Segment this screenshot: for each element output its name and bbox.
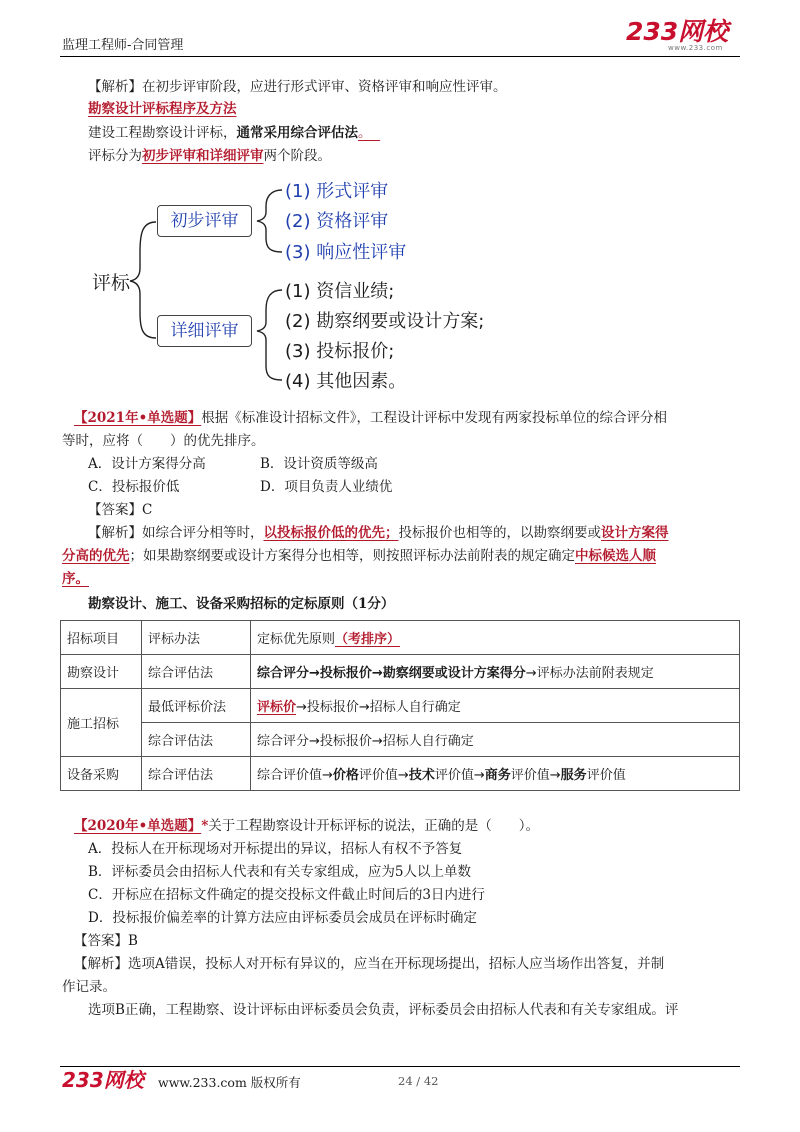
- q2021-option-c: C．投标报价低: [88, 479, 180, 495]
- bracket-lines: [0, 0, 800, 420]
- stages-emphasis: 初步评审和详细评审: [142, 148, 264, 164]
- header-logo-text: 233网校: [626, 17, 729, 46]
- header-principle: 定标优先原则: [257, 632, 336, 647]
- q2020-exp1: 选项A错误，投标人对开标有异议的，应当在开标现场提出，招标人应当场作出答复，并制: [128, 956, 665, 972]
- footer-logo-text: 233网校: [62, 1068, 144, 1092]
- row4-part: 评价值→: [510, 768, 561, 783]
- row4-part: 评价值→: [434, 768, 485, 783]
- row4-part: 商务: [484, 768, 511, 783]
- q2021-answer-label: 【答案】: [88, 502, 142, 518]
- table-cell: 综合评估法: [142, 723, 251, 757]
- rules-title: 勘察设计、施工、设备采购招标的定标原则（1分）: [88, 596, 395, 612]
- branch2-item: (1) 资信业绩;: [285, 281, 395, 302]
- q2020-explanation-line3: 选项B正确，工程勘察、设计评标由评标委员会负责，评标委员会由招标人代表和有关专家组成。评: [88, 1002, 679, 1018]
- branch2-item: (4) 其他因素。: [285, 371, 407, 392]
- q2021-analysis-label: 【解析】: [88, 525, 142, 541]
- branch2-item: (2) 勘察纲要或设计方案;: [285, 311, 485, 332]
- branch1-item: (3) 响应性评审: [285, 242, 407, 263]
- q2021-stem1: 根据《标准设计招标文件》，工程设计评标中发现有两家投标单位的综合评分相: [201, 410, 667, 426]
- table-header-row: [61, 621, 740, 655]
- table-cell: [251, 621, 740, 655]
- table-cell: 评标办法: [142, 621, 251, 655]
- q2020-stem-text: 关于工程勘察设计开标评标的说法，正确的是（ ）。: [208, 818, 540, 834]
- branch1-item: (2) 资格评审: [285, 211, 389, 232]
- branch2-item: (3) 投标报价;: [285, 341, 395, 362]
- row4-part: 价格: [332, 768, 359, 783]
- row4-part: 评价值: [586, 768, 626, 783]
- rules-table: [60, 620, 740, 791]
- q2020-option-b: B．评标委员会由招标人代表和有关专家组成，应为5人以上单数: [88, 864, 472, 880]
- analysis-label: 【解析】: [88, 79, 142, 95]
- q2020-stem: [74, 815, 539, 837]
- q2021-exp-text: 如综合评分相等时，: [142, 525, 264, 541]
- q2020-explanation-line1: [74, 953, 664, 975]
- q2021-answer-value: C: [142, 502, 153, 518]
- analysis-text: 在初步评审阶段，应进行形式评审、资格评审和响应性评审。: [142, 79, 507, 95]
- q2020-explanation-line2: 作记录。: [62, 979, 116, 995]
- row1-principle-rest: →评标办法前附表规定: [525, 666, 654, 681]
- diagram-branch2: [157, 315, 252, 347]
- table-row: [61, 723, 740, 757]
- branch2-label: 详细评审: [170, 321, 239, 341]
- table-cell: 勘察设计: [61, 655, 142, 689]
- q2020-answer-label: 【答案】: [74, 933, 128, 949]
- header-principle-note: （考排序）: [335, 632, 401, 647]
- q2021-exp-text: ；如果勘察纲要或设计方案得分也相等，则按照评标办法前附表的规定确定: [129, 548, 575, 564]
- method-text: 建设工程勘察设计评标，: [88, 125, 237, 141]
- stages-text-c: 两个阶段。: [263, 148, 331, 164]
- table-cell: 施工招标: [61, 689, 142, 757]
- q2021-explanation-line2: [62, 545, 656, 567]
- q2021-tag: 【2021年•单选题】: [74, 410, 202, 426]
- q2020-answer-value: B: [128, 933, 138, 949]
- row2-principle-rest: →投标报价→招标人自行确定: [296, 700, 461, 715]
- q2020-answer: [74, 930, 138, 952]
- q2021-explanation-line3: 序。: [62, 571, 89, 587]
- footer-rule: [60, 1066, 740, 1067]
- diagram-branch1: [157, 205, 252, 237]
- q2020-option-a: A．投标人在开标现场对开标提出的异议，招标人有权不予答复: [88, 841, 463, 857]
- footer-logo: [62, 1068, 144, 1092]
- branch1-label: 初步评审: [170, 211, 239, 231]
- q2021-option-d: D．项目负责人业绩优: [260, 479, 393, 495]
- q2021-exp-emphasis: 分高的优先: [62, 548, 130, 564]
- table-cell: 设备采购: [61, 757, 142, 791]
- table-cell: 综合评分→投标报价→招标人自行确定: [251, 723, 740, 757]
- branch1-item: (1) 形式评审: [285, 181, 389, 202]
- q2021-option-b: B．设计资质等级高: [260, 456, 378, 472]
- table-row: [61, 689, 740, 723]
- q2021-explanation-line1: [88, 522, 669, 544]
- q2021-answer: [88, 499, 152, 521]
- stages-text-a: 评标分为: [88, 148, 142, 164]
- q2021-stem-line1: [74, 407, 667, 429]
- q2021-exp-emphasis: 设计方案得: [601, 525, 669, 541]
- q2021-exp-emphasis: 中标候选人顺: [575, 548, 656, 564]
- q2020-star: *: [201, 818, 209, 834]
- q2021-exp-text: 投标报价也相等的，以勘察纲要或: [398, 525, 601, 541]
- q2021-exp-emphasis: 以投标报价低的优先；: [263, 525, 399, 541]
- table-cell: 招标项目: [61, 621, 142, 655]
- table-row: [61, 655, 740, 689]
- method-end: 。: [358, 125, 372, 141]
- row4-part: 技术: [408, 768, 435, 783]
- q2021-stem-line2: 等时，应将（ ）的优先排序。: [62, 433, 265, 449]
- row1-principle-bold: 综合评分→投标报价→勘察纲要或设计方案得分: [257, 666, 526, 681]
- header-title: 监理工程师-合同管理: [62, 38, 184, 53]
- section-heading: 勘察设计评标程序及方法: [88, 101, 237, 117]
- row4-part: 服务: [560, 768, 587, 783]
- table-cell: 最低评标价法: [142, 689, 251, 723]
- row2-principle-emphasis: 评标价: [257, 700, 297, 715]
- table-cell: 综合评估法: [142, 655, 251, 689]
- table-cell: [251, 689, 740, 723]
- method-emphasis: 通常采用综合评估法: [236, 125, 358, 141]
- header-logo-sub: www.233.com: [668, 44, 723, 52]
- table-row: [61, 757, 740, 791]
- footer-site: www.233.com 版权所有: [158, 1075, 301, 1090]
- row4-part: 综合评价值→: [257, 768, 333, 783]
- q2021-option-a: A．设计方案得分高: [88, 456, 206, 472]
- table-cell: [251, 655, 740, 689]
- diagram-root: 评标: [92, 272, 131, 294]
- row4-part: 评价值→: [358, 768, 409, 783]
- page-number: 24 / 42: [398, 1074, 439, 1088]
- table-cell: 综合评估法: [142, 757, 251, 791]
- q2020-option-c: C．开标应在招标文件确定的提交投标文件截止时间后的3日内进行: [88, 887, 485, 903]
- q2020-analysis-label: 【解析】: [74, 956, 128, 972]
- q2020-tag: 【2020年•单选题】: [74, 818, 202, 834]
- table-cell: [251, 757, 740, 791]
- q2020-option-d: D．投标报价偏差率的计算方法应由评标委员会成员在评标时确定: [88, 910, 477, 926]
